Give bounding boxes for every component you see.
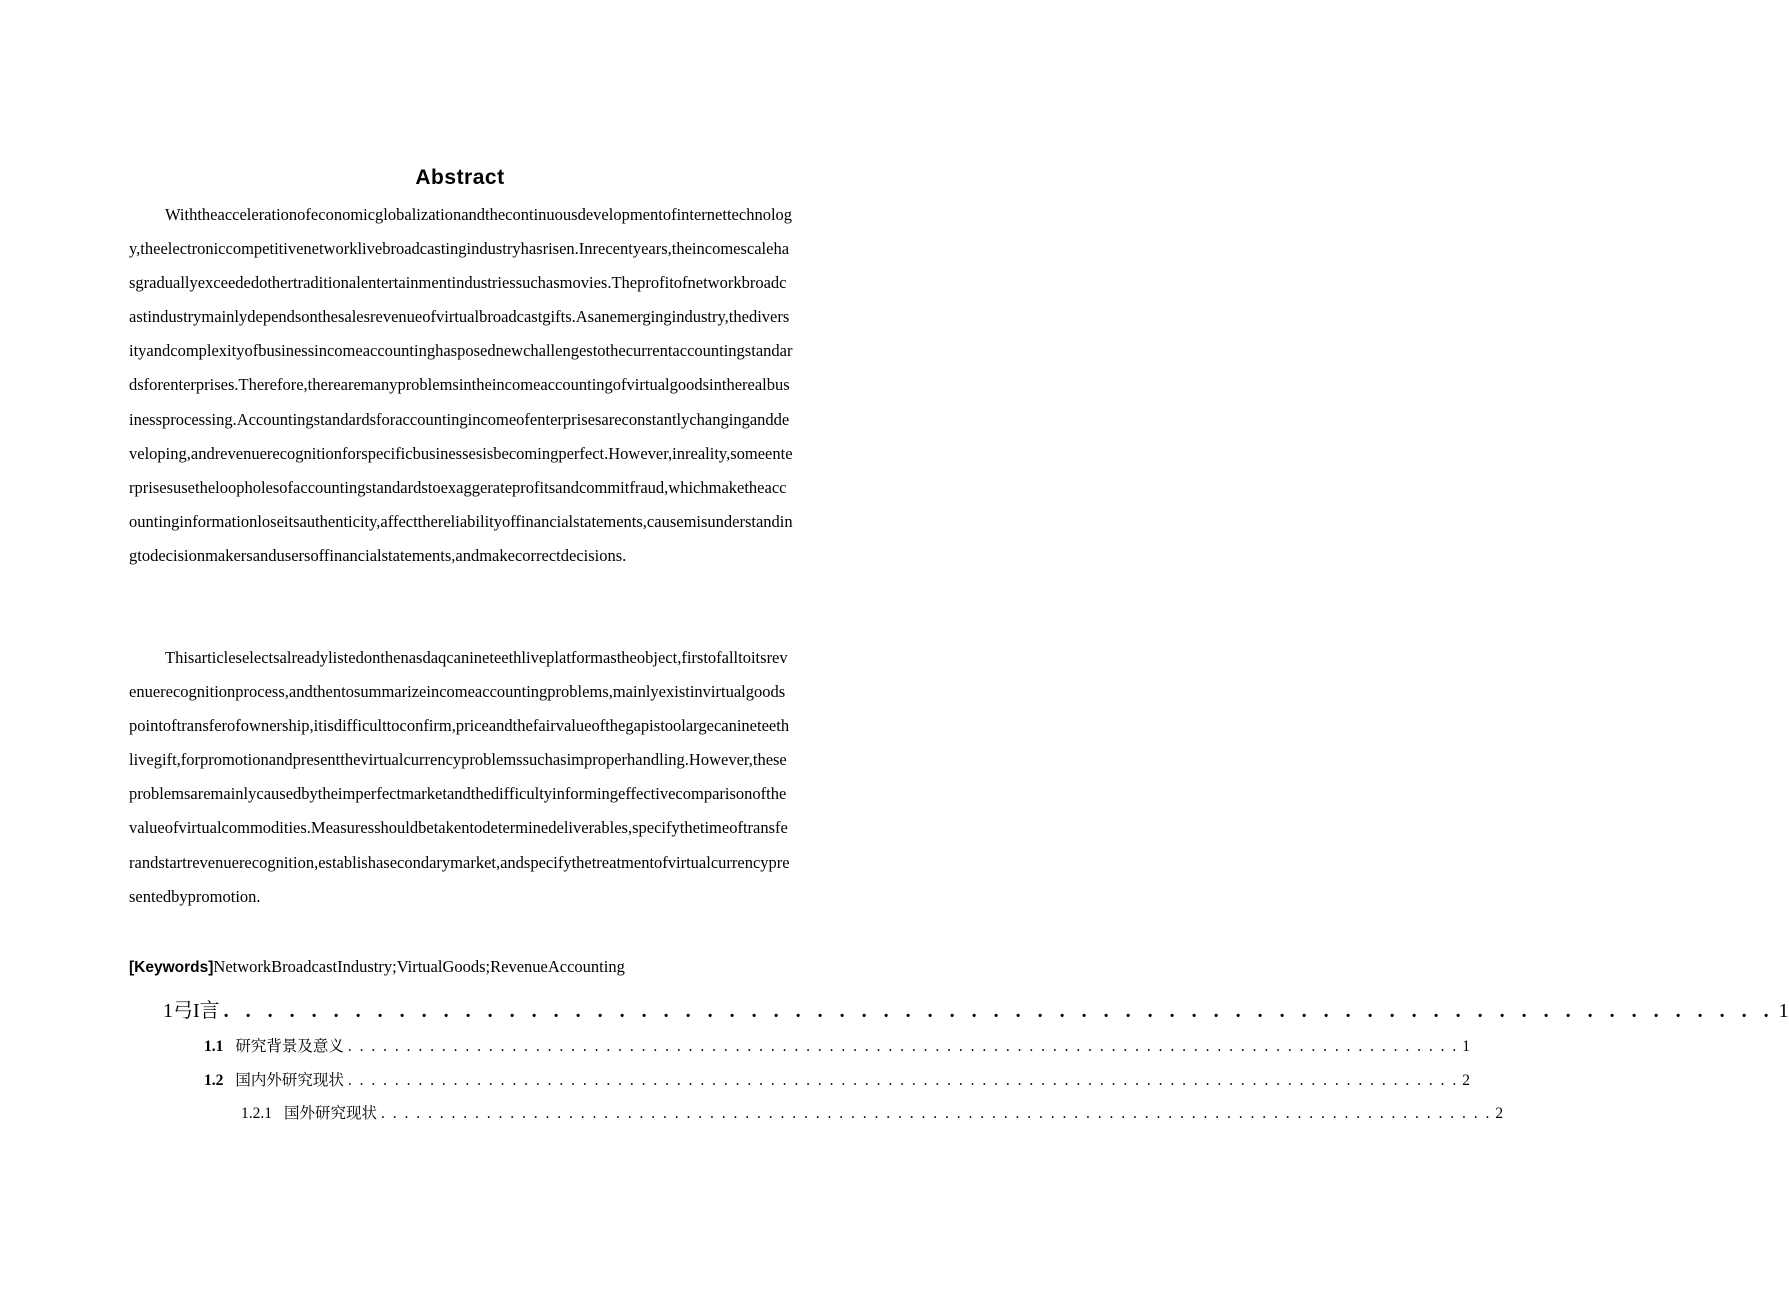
toc-entry-page: 2	[1495, 1105, 1504, 1122]
keywords-text: NetworkBroadcastIndustry;VirtualGoods;RevenueAccounting	[213, 957, 625, 976]
abstract-paragraph-1: Withtheaccelerationofeconomicglobalizationandthecontinuousdevelopmentofinternettechnology,theelectroniccompetitivenetworklivebroadcastingindustryhasrisen.Inrecentyears,theincomescalehasgraduallyexceededothertraditionalentertainmentindustriessuchasmovies.Theprofitofnetworkbroadcastindustrymainlydependsonthesalesrevenueofvirtualbroadcastgifts.Asanemergingindustry,thediversityandcomplexityofbusinessincomeaccountinghasposednewchallengestothecurrentaccountingstandardsforenterprises.Therefore,therearemanyproblemsintheincomeaccountingofvirtualgoodsintherealbusinessprocessing.Accountingstandardsforaccountingincomeofenterprisesareconstantlychanginganddeveloping,andrevenuerecognitionforspecificbusinessesisbecomingperfect.However,inreality,someenterprisesusetheloopholesofaccountingstandardstoexaggerateprofitsandcommitfraud,whichmaketheaccountinginformationloseitsauthenticity,affectthereliabilityoffinancialstatements,causemisunderstandingtodecisionmakersandusersoffinancialstatements,andmakecorrectdecisions.	[129, 205, 793, 565]
toc-entry-number: 1.1	[204, 1038, 224, 1055]
toc-leader-dots: . . . . . . . . . . . . . . . . . . . . . . . . . . . . . . . . . . . . . . . . . . . . . . . . . . . . . . . . . . . . . . . . . . . . . . . . . . . . . . . . . . . . . . . . . . . . . . .	[347, 1038, 1459, 1055]
toc-entry-page: 1	[1462, 1038, 1471, 1055]
toc-entry-label: 弓I言	[173, 1000, 220, 1022]
toc-leader-dots: . . . . . . . . . . . . . . . . . . . . . . . . . . . . . . . . . . . . . . . . . . . . . . . . . . . . . . . . . . . . . . . . . . . . . . . . . . . . . . . . . . . . . . . . . . . . . . .	[381, 1105, 1492, 1122]
toc-entry-label: 国外研究现状	[284, 1105, 378, 1122]
toc-entry-page: 2	[1462, 1072, 1471, 1089]
toc-entry-page: 1	[1778, 1000, 1789, 1022]
toc-entry-1-2-1[interactable]	[241, 1101, 1504, 1123]
toc-entry-label: 研究背景及意义	[235, 1038, 344, 1055]
toc-entry-1-1[interactable]	[204, 1034, 1471, 1056]
toc-entry-label: 国内外研究现状	[235, 1072, 344, 1089]
keywords-line	[129, 951, 799, 984]
abstract-title: Abstract	[415, 166, 505, 189]
toc-leader-dots: . . . . . . . . . . . . . . . . . . . . . . . . . . . . . . . . . . . . . . . . . . . . . . . . . . . . . . . . . . . . . . . . . . . . . . . . . . . . . . . . . . . . . . . . . . . . . . .	[347, 1072, 1459, 1089]
abstract-paragraph-2: Thisarticleselectsalreadylistedonthenasdaqcanineteethliveplatformastheobject,firstofalltoitsrevenuerecognitionprocess,andthentosummarizeincomeaccountingproblems,mainlyexistinvirtualgoodspointoftransferofownership,itisdifficulttoconfirm,priceandthefairvalueofthegapistoolargecanineteethlivegift,forpromotionandpresentthevirtualcurrencyproblemssuchasimproperhandling.However,theseproblemsaremainlycausedbytheimperfectmarketandthedifficultyinformingeffectivecomparisonofthevalueofvirtualcommodities.Measuresshouldbetakentodeterminedeliverables,specifythetimeoftransferandstartrevenuerecognition,establishasecondarymarket,andspecifythetreatmentofvirtualcurrencypresentedbypromotion.	[129, 648, 790, 906]
toc-entry-number: 1.2.1	[241, 1105, 272, 1122]
toc-leader-dots: . . . . . . . . . . . . . . . . . . . . . . . . . . . . . . . . . . . . . . . . . . . . . . . . . . . . . . . . . . . . . . . . . . . . . . .	[223, 1000, 1775, 1022]
keywords-label: [Keywords]	[129, 959, 214, 976]
toc-entry-1[interactable]	[163, 994, 1789, 1023]
toc-entry-1-2[interactable]	[204, 1068, 1471, 1090]
toc-entry-number: 1	[163, 1000, 173, 1022]
toc-entry-number: 1.2	[204, 1072, 224, 1089]
